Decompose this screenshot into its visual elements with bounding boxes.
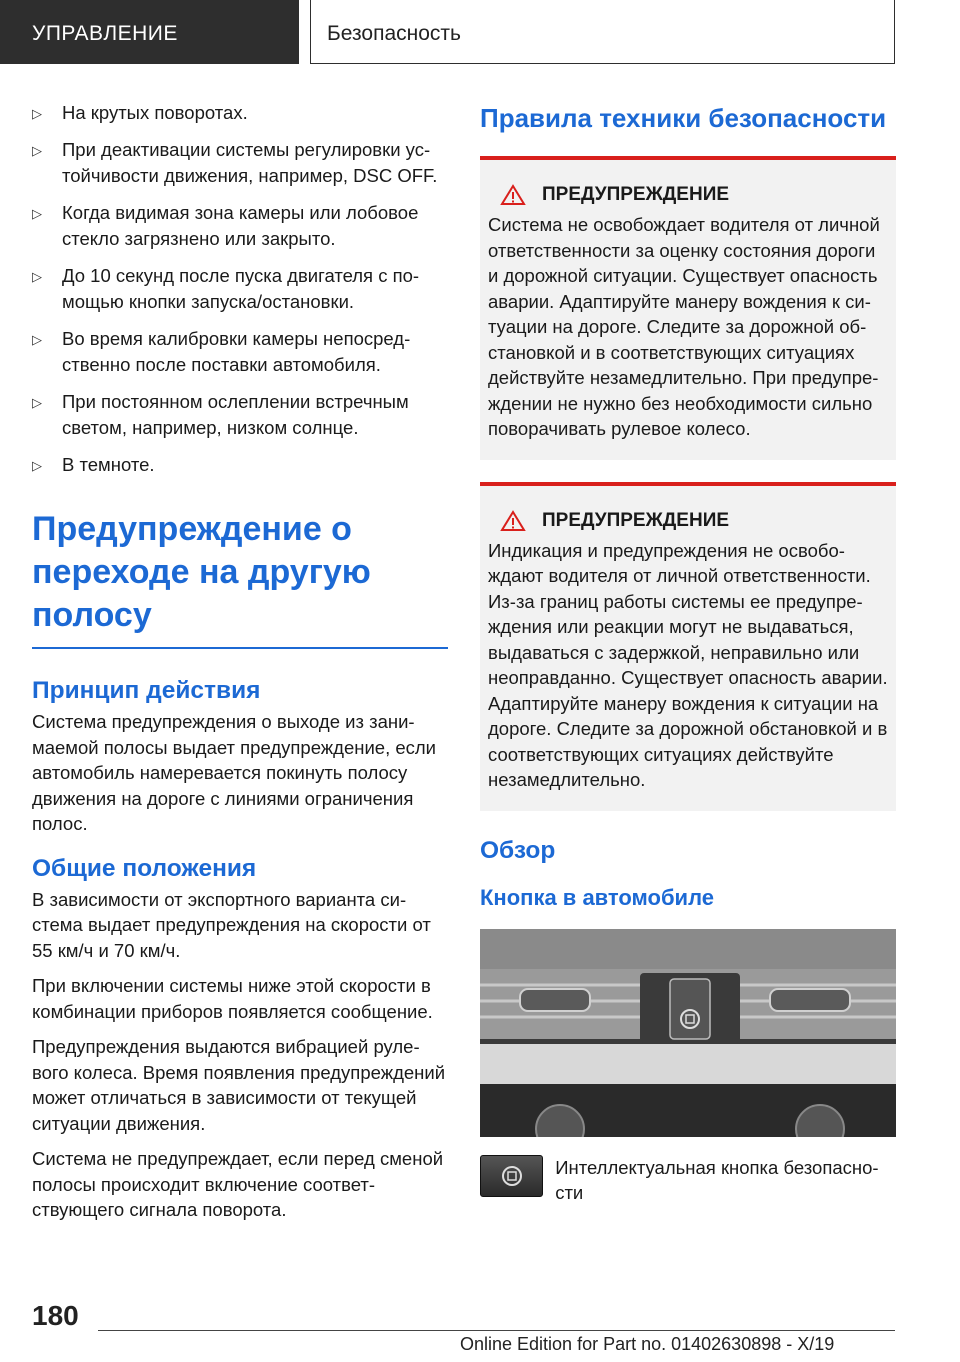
right-column xyxy=(480,100,896,1206)
edition-text: Online Edition for Part no. 01402630898 - X/19 xyxy=(460,1334,835,1354)
section-label: УПРАВЛЕНИЕ xyxy=(32,22,178,45)
page-number: 180 xyxy=(32,1300,79,1331)
triangle-bullet-icon: ▷ xyxy=(32,106,42,121)
safety-title: Правила техники безопасности xyxy=(480,103,887,133)
list-item: ▷ При постоянном ослеплении встречным светом, например, низком солнце. xyxy=(32,391,409,438)
figure-caption xyxy=(480,1155,896,1206)
triangle-bullet-icon: ▷ xyxy=(32,143,42,158)
title-divider xyxy=(32,647,448,649)
section-title: Предупреждение о переходе на другую полосу xyxy=(32,510,371,634)
warning-text: Система не освобождает водителя от личной ответственности за оценку состояния дороги и дорожной ситуации. Существует опасность аварии. Адаптируйте манеру вождения к ситуации на дороге. Следите за дорожной обстановкой и в соответствующих ситуациях действуйте незамедлительно. При предупреждении не нужно без необходимости сильно поворачивать рулевое колесо. xyxy=(488,214,880,439)
list-item: ▷ Во время калибровки камеры непосредственно после поставки автомобиля. xyxy=(32,328,411,375)
caption-text: Интеллектуальная кнопка безопасности xyxy=(555,1156,879,1203)
list-item: ▷ Когда видимая зона камеры или лобовое стекло загрязнено или закрыто. xyxy=(32,202,419,249)
general-paragraph: В зависимости от экспортного варианта система выдает предупреждения на скорости от 55 км/ч и 70 км/ч. xyxy=(32,888,431,961)
general-paragraph: При включении системы ниже этой скорости в комбинации приборов появляется сообщение. xyxy=(32,975,433,1022)
warning-box xyxy=(480,156,896,460)
general-heading: Общие положения xyxy=(32,854,257,882)
list-item: ▷ До 10 секунд после пуска двигателя с помощью кнопки запуска/остановки. xyxy=(32,265,420,312)
triangle-bullet-icon: ▷ xyxy=(32,269,42,284)
triangle-bullet-icon: ▷ xyxy=(32,332,42,347)
warning-box xyxy=(480,482,896,811)
warning-triangle-icon xyxy=(500,510,526,532)
section-tab xyxy=(0,0,299,64)
warning-label: ПРЕДУПРЕЖДЕНИЕ xyxy=(542,509,730,531)
general-paragraph: Система не предупреждает, если перед сменой полосы происходит включение соответствующего сигнала поворота. xyxy=(32,1148,444,1220)
list-item: ▷ При деактивации системы регулировки устойчивости движения, например, DSC OFF. xyxy=(32,139,438,186)
triangle-bullet-icon: ▷ xyxy=(32,206,42,221)
warning-triangle-icon xyxy=(500,184,526,206)
safety-button-icon xyxy=(480,1155,543,1197)
left-column xyxy=(32,100,448,1233)
footer-divider xyxy=(98,1330,895,1331)
warning-text: Индикация и предупреждения не освобождают водителя от личной ответственности. Из-за границ работы системы ее предупреждения или реакции могут не выдаваться, выдаваться с задержкой, неправильно или неоправданно. Существует опасность аварии. Адаптируйте манеру вождения к ситуации на дороге. Следите за дорожной обстановкой и в соответствующих ситуациях действуйте незамедлительно. xyxy=(488,539,888,790)
general-paragraph: Предупреждения выдаются вибрацией рулевого колеса. Время появления предупреждений может отличаться в зависимости от текущей ситуации движения. xyxy=(32,1036,446,1134)
dashboard-photo xyxy=(480,929,896,1137)
list-item: ▷ В темноте. xyxy=(32,452,448,478)
warning-label: ПРЕДУПРЕЖДЕНИЕ xyxy=(542,184,730,205)
chapter-label: Безопасность xyxy=(327,22,461,45)
button-heading: Кнопка в автомобиле xyxy=(480,884,714,910)
dashboard-illustration xyxy=(480,929,896,1137)
principle-text: Система предупреждения о выходе из занимаемой полосы выдает предупреждение, если автомобиль намеревается покинуть полосу движения на дороге с линиями ограничения полос. xyxy=(32,711,437,834)
condition-list xyxy=(32,100,448,478)
triangle-bullet-icon: ▷ xyxy=(32,458,42,473)
triangle-bullet-icon: ▷ xyxy=(32,395,42,410)
overview-heading: Обзор xyxy=(480,836,556,864)
principle-heading: Принцип действия xyxy=(32,677,261,704)
list-item: ▷ На крутых поворотах. xyxy=(32,100,448,126)
chapter-tab xyxy=(310,0,895,64)
